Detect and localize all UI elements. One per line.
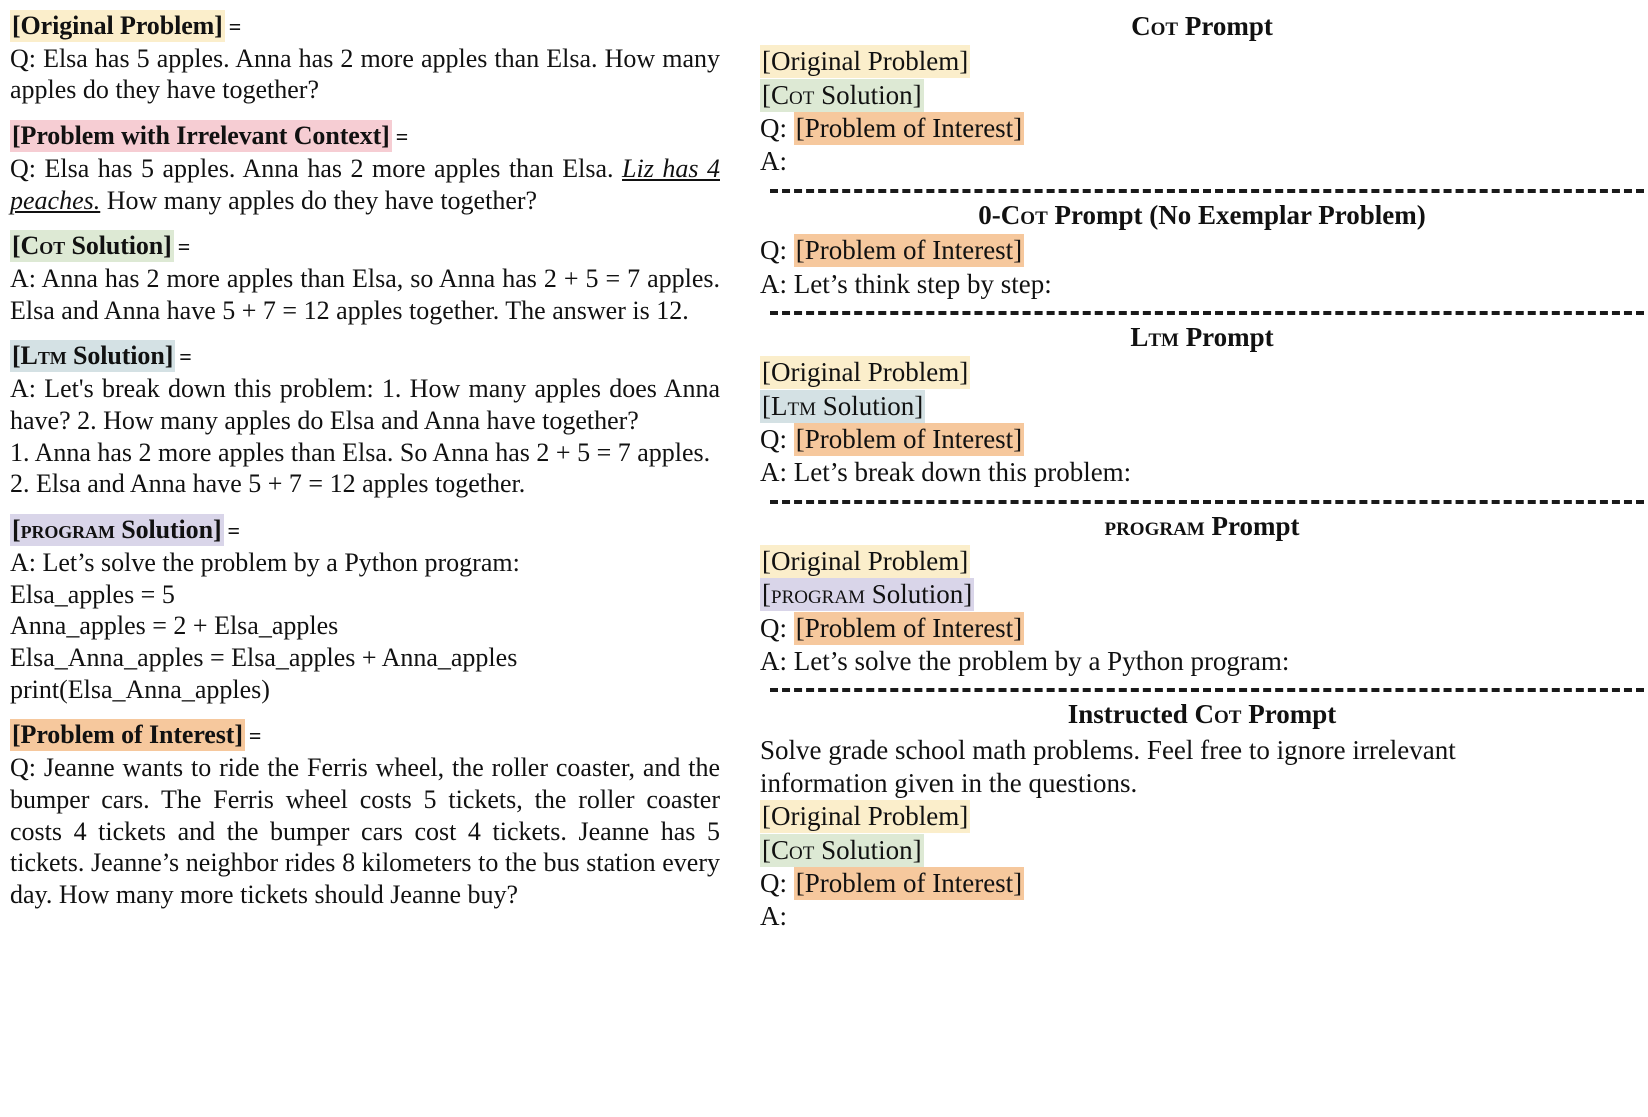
prompt-program-line-program-solution [760,578,1644,611]
title-smallcaps: tm [1148,321,1179,352]
program-code-line-2: Elsa_apples = 5 [10,579,175,609]
section-body-original-problem: Q: Elsa has 5 apples. Anna has 2 more apples than Elsa. How many apples do they have together? [10,43,720,105]
q-tag: Q: [760,113,794,144]
prompt-title-cot [760,10,1644,42]
prompt-cot-line-answer: A: [760,146,787,177]
equals-sign: = [248,723,262,749]
prompt-zero-cot [760,199,1644,301]
prompt-instructed-cot-line-cot-solution [760,834,1644,867]
equals-sign: = [227,518,240,544]
prompt-title-zero-cot [760,199,1644,231]
prompt-cot-line-cot-solution [760,79,1644,112]
prompt-ltm-line-answer: A: Let’s break down this problem: [760,457,1132,488]
body-part-1: Q: Elsa has 5 apples. Anna has 2 more apples than Elsa. [10,153,623,183]
prompt-title-program [760,510,1644,542]
prompt-title-instructed-cot [760,698,1644,730]
title-prefix: C [1131,11,1151,41]
placeholder-suffix: Solution] [814,79,922,110]
prompt-ltm-line-ltm-solution [760,390,1644,423]
prompt-program-line-answer: A: Let’s solve the problem by a Python program: [760,646,1290,677]
section-body-ltm-line-3: 2. Elsa and Anna have 5 + 7 = 12 apples together. [10,469,526,499]
label-text: [Problem with Irrelevant Context] [12,121,390,151]
prompt-cot-line-question [760,112,1644,145]
irrelevant-context-emphasis: Liz has 4 peaches. [10,153,720,215]
section-label-cot-solution [10,230,720,262]
section-original-problem [10,10,720,106]
label-text: [Problem of Interest] [12,720,243,750]
placeholder-suffix: Solution] [864,579,973,610]
placeholder-smallcaps: program [771,579,865,610]
label-suffix: Solution] [66,341,174,371]
q-tag: Q: [760,612,794,643]
placeholder-prefix: [C [762,79,789,110]
label-prefix: [L [12,341,38,371]
label-text [10,514,224,546]
q-tag: Q: [760,423,794,454]
label-suffix: Solution] [114,515,222,545]
placeholder-problem-of-interest: [Problem of Interest] [795,612,1023,643]
right-column [760,10,1648,1117]
equals-sign: = [228,14,242,39]
placeholder-program-solution [760,578,974,611]
q-tag: Q: [760,235,794,266]
prompt-separator-4 [770,688,1644,692]
placeholder-original-problem: [Original Problem] [762,357,969,388]
prompt-instructed-cot-line-original-problem [760,800,1644,833]
prompt-cot [760,10,1644,179]
prompt-ltm-line-question [760,423,1644,456]
placeholder-ltm-solution [760,390,925,423]
body-part-2: How many apples do they have together? [100,185,538,215]
placeholder-prefix: [L [762,390,788,421]
title-prefix: Instructed C [1067,699,1215,730]
title-prefix: 0-C [978,199,1021,230]
left-column [0,10,760,1117]
placeholder-smallcaps: tm [787,390,816,421]
section-label-program-solution [10,514,720,546]
title-smallcaps: program [1104,510,1205,541]
placeholder-original-problem: [Original Problem] [762,46,969,77]
section-body-ltm-line-1: A: Let's break down this problem: 1. How many apples does Anna have? 2. How many apples do Elsa and Anna have together? [10,374,720,435]
placeholder-problem-of-interest: [Problem of Interest] [795,423,1023,454]
section-label-problem-irrelevant-context [10,120,720,152]
program-code-line-5: print(Elsa_Anna_apples) [10,674,270,704]
section-problem-of-interest [10,719,720,910]
prompt-separator-2 [770,311,1644,315]
prompt-ltm [760,321,1644,490]
placeholder-smallcaps: ot [789,79,815,110]
placeholder-cot-solution [760,834,924,867]
section-label-problem-of-interest [10,719,720,751]
title-suffix: Prompt [1241,699,1337,730]
label-smallcaps: ot [39,231,66,261]
q-tag: Q: [760,868,794,899]
label-smallcaps: program [20,515,115,545]
label-prefix: [C [12,231,40,261]
program-code-line-4: Elsa_Anna_apples = Elsa_apples + Anna_apples [10,642,518,672]
title-smallcaps: ot [1214,699,1242,730]
prompt-zero-cot-line-answer: A: Let’s think step by step: [760,268,1052,299]
label-smallcaps: tm [37,341,67,371]
section-problem-irrelevant-context [10,120,720,216]
prompt-instructed-cot-line-question [760,867,1644,900]
placeholder-suffix: Solution] [814,834,922,865]
title-suffix: Prompt (No Exemplar Problem) [1047,199,1426,230]
equals-sign: = [179,344,192,370]
placeholder-prefix: [ [762,579,771,610]
prompt-ltm-line-original-problem [760,356,1644,389]
prompt-zero-cot-line-question [760,234,1644,267]
prompt-separator-3 [770,500,1644,504]
label-prefix: [ [12,515,21,545]
label-suffix: Solution] [65,231,172,261]
program-code-line-1: A: Let’s solve the problem by a Python program: [10,547,520,577]
placeholder-problem-of-interest: [Problem of Interest] [795,235,1023,266]
section-cot-solution [10,230,720,326]
placeholder-prefix: [C [762,834,789,865]
title-smallcaps: ot [1150,11,1179,41]
section-body-ltm-line-2: 1. Anna has 2 more apples than Elsa. So Anna has 2 + 5 = 7 apples. [10,437,711,467]
label-text [10,230,174,262]
title-smallcaps: ot [1020,199,1048,230]
section-body-problem-of-interest: Q: Jeanne wants to ride the Ferris wheel, the roller coaster, and the bumper cars. The Ferris wheel costs 5 tickets, the roller coaster costs 4 tickets and the bumper cars cost 4 tickets. Jeanne has 5 tickets. Jeanne’s neighbor rides 8 kilometers to the bus station every day. How many more tickets should Jeanne buy? [10,753,720,909]
equals-sign: = [177,234,191,260]
placeholder-problem-of-interest: [Problem of Interest] [795,113,1023,144]
prompt-title-ltm [760,321,1644,353]
placeholder-original-problem: [Original Problem] [762,546,969,576]
title-suffix: Prompt [1178,11,1273,41]
section-label-ltm-solution [10,340,720,372]
title-prefix: L [1130,321,1149,352]
placeholder-problem-of-interest: [Problem of Interest] [795,868,1023,899]
placeholder-original-problem: [Original Problem] [762,801,969,832]
prompt-instructed-cot-instruction: Solve grade school math problems. Feel free to ignore irrelevant information given in the questions. [760,734,1456,799]
prompt-program-line-original-problem [760,545,1644,578]
prompt-separator-1 [770,189,1644,193]
placeholder-suffix: Solution] [815,390,924,421]
label-text [10,340,175,372]
title-suffix: Prompt [1178,321,1274,352]
section-body-cot-solution: A: Anna has 2 more apples than Elsa, so Anna has 2 + 5 = 7 apples. Elsa and Anna have 5 + 7 = 12 apples together. The answer is 12. [10,264,720,325]
prompt-program [760,510,1644,679]
section-ltm-solution [10,340,720,500]
prompt-instructed-cot [760,698,1644,933]
placeholder-smallcaps: ot [789,834,815,865]
section-program-solution [10,514,720,705]
label-text: [Original Problem] [12,11,223,40]
placeholder-cot-solution [760,79,924,112]
prompt-program-line-question [760,612,1644,645]
section-label-original-problem [10,10,720,42]
section-body-problem-irrelevant-context [10,153,720,216]
program-code-line-3: Anna_apples = 2 + Elsa_apples [10,611,339,641]
title-suffix: Prompt [1204,510,1300,541]
prompt-instructed-cot-line-answer: A: [760,901,787,932]
equals-sign: = [395,124,409,150]
prompt-cot-line-original-problem [760,45,1644,78]
